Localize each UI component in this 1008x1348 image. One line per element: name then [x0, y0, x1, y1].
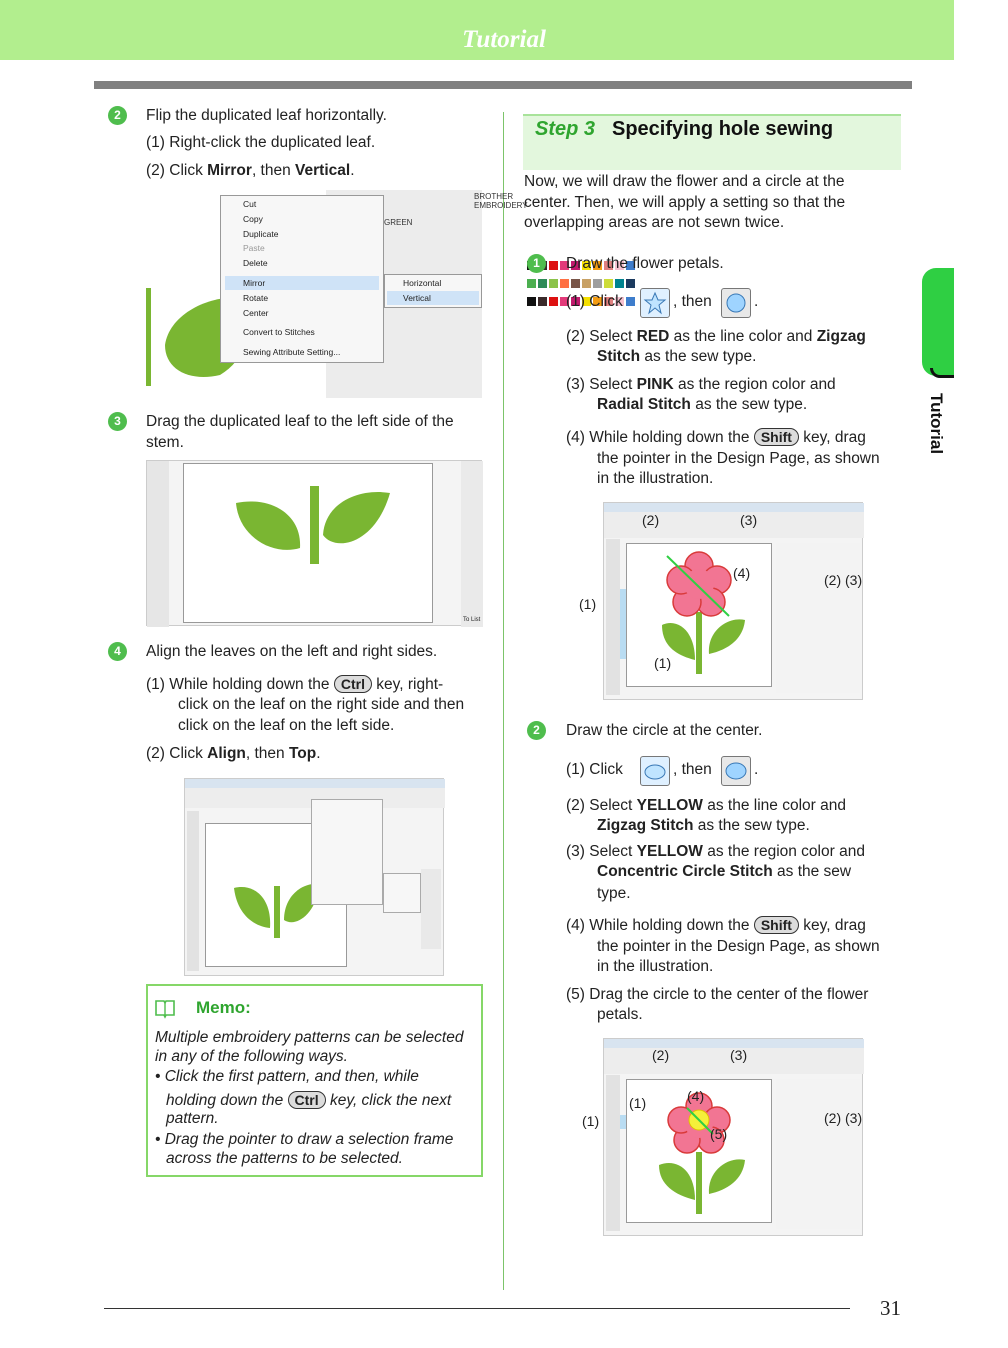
substep: (4) While holding down the Shift key, drag	[566, 917, 866, 934]
align-submenu	[383, 873, 421, 913]
intro-line: center. Then, we will apply a setting so that the	[524, 194, 846, 211]
shape-tool-icon[interactable]	[640, 288, 670, 318]
substep-line: Zigzag Stitch as the sew type.	[597, 817, 810, 834]
color-swatch[interactable]	[615, 279, 624, 288]
callout: (1)	[654, 655, 672, 671]
substep: (4) While holding down the Shift key, drag	[566, 429, 866, 446]
callout: (4)	[687, 1088, 705, 1104]
step-title: Specifying hole sewing	[612, 118, 834, 140]
palette-strip	[461, 461, 483, 627]
menu-item-paste[interactable]: Paste	[243, 243, 265, 253]
design-page	[183, 463, 433, 623]
flower-drawing	[657, 550, 767, 680]
stem	[146, 288, 151, 386]
substep-line: in the illustration.	[597, 470, 714, 487]
substep-then: , then	[673, 293, 712, 310]
substep-line: Radial Stitch as the sew type.	[597, 396, 808, 413]
substep-line: type.	[597, 885, 631, 902]
substep-line: the pointer in the Design Page, as shown	[597, 450, 880, 467]
ctrl-key: Ctrl	[334, 675, 372, 693]
screenshot-mirror-menu	[146, 190, 528, 398]
memo-bullet: • Drag the pointer to draw a selection frame	[155, 1131, 454, 1148]
step-title-box	[523, 114, 901, 170]
intro-line: Now, we will draw the flower and a circle at the	[524, 173, 845, 190]
menu-item-sewing-attr[interactable]: Sewing Attribute Setting...	[243, 347, 341, 357]
substep-line: click on the leaf on the right side and then	[178, 696, 465, 713]
context-menu	[311, 799, 383, 905]
page-title: Tutorial	[462, 26, 546, 53]
to-list-label: To List	[463, 617, 481, 623]
side-tab-corner	[930, 368, 954, 378]
footer-rule	[104, 1308, 850, 1309]
step-text: Drag the duplicated leaf to the left side of the	[146, 413, 454, 430]
memo-bullet-line: pattern.	[166, 1110, 219, 1127]
step-bullet: 2	[108, 106, 127, 125]
submenu-horizontal[interactable]: Horizontal	[403, 278, 442, 288]
color-swatch[interactable]	[527, 297, 536, 306]
screenshot-circle	[603, 1038, 863, 1236]
step-bullet: 2	[527, 721, 546, 740]
ctrl-key: Ctrl	[288, 1091, 326, 1109]
menu-item-convert[interactable]: Convert to Stitches	[243, 327, 315, 337]
side-tab	[922, 268, 954, 376]
step-text: Draw the flower petals.	[566, 255, 724, 272]
color-swatch[interactable]	[604, 279, 613, 288]
callout: (1)	[582, 1113, 600, 1129]
menu-item-copy[interactable]: Copy	[243, 214, 263, 224]
screenshot-align	[184, 778, 444, 976]
bg-label: GREEN	[384, 218, 413, 227]
substep: (1) Click	[566, 761, 623, 778]
intro-line: overlapping areas are not sewn twice.	[524, 214, 785, 231]
callout: (2)	[642, 512, 660, 528]
callout: (2)	[652, 1047, 670, 1063]
substep-line: in the illustration.	[597, 958, 714, 975]
step-text: Draw the circle at the center.	[566, 722, 763, 739]
submenu-vertical[interactable]: Vertical	[403, 293, 431, 303]
step-text: stem.	[146, 434, 184, 451]
color-swatch[interactable]	[549, 279, 558, 288]
substep: (1) Right-click the duplicated leaf.	[146, 134, 376, 151]
step-bullet: 3	[108, 412, 127, 431]
stem	[310, 486, 319, 564]
menu-item-mirror[interactable]: Mirror	[243, 278, 266, 288]
side-tab-label: Tutorial	[927, 393, 946, 455]
substep-line: click on the leaf on the left side.	[178, 717, 395, 734]
memo-title: Memo:	[196, 998, 251, 1017]
memo-bullet: • Click the first pattern, and then, while	[155, 1068, 419, 1085]
step-text: Flip the duplicated leaf horizontally.	[146, 107, 387, 124]
bg-label: BROTHER EMBROIDERY	[474, 192, 528, 210]
substep-end: .	[754, 293, 759, 310]
callout: (2) (3)	[824, 572, 863, 588]
ellipse-tool-icon[interactable]	[640, 756, 670, 786]
substep: (3) Select YELLOW as the region color and	[566, 843, 865, 860]
substep: (2) Select YELLOW as the line color and	[566, 797, 846, 814]
callout: (3)	[730, 1047, 748, 1063]
substep: (3) Select PINK as the region color and	[566, 376, 836, 393]
step-text: Align the leaves on the left and right sides.	[146, 643, 438, 660]
color-swatch[interactable]	[527, 279, 536, 288]
color-swatch[interactable]	[626, 279, 635, 288]
page-number: 31	[880, 1296, 901, 1320]
color-swatch[interactable]	[549, 297, 558, 306]
menu-item-center[interactable]: Center	[243, 308, 269, 318]
menu-item-rotate[interactable]: Rotate	[243, 293, 269, 303]
tool-strip	[147, 461, 169, 627]
menu-item-delete[interactable]: Delete	[243, 258, 268, 268]
circle-shape-icon[interactable]	[721, 756, 751, 786]
substep: (5) Drag the circle to the center of the flower	[566, 986, 869, 1003]
callout: (1)	[579, 596, 597, 612]
left-leaf	[234, 498, 304, 556]
substep-line: Stitch as the sew type.	[597, 348, 757, 365]
substep: (1) While holding down the Ctrl key, right-	[146, 676, 444, 693]
step-number: Step 3	[535, 118, 596, 140]
color-swatch[interactable]	[549, 261, 558, 270]
context-menu	[220, 195, 384, 363]
substep-line: the pointer in the Design Page, as shown	[597, 938, 880, 955]
memo-paragraph: Multiple embroidery patterns can be selected in any of the following ways.	[155, 1029, 464, 1065]
color-swatch[interactable]	[560, 279, 569, 288]
flower-circle-drawing	[657, 1090, 767, 1220]
memo-box	[146, 984, 483, 1177]
color-swatch[interactable]	[593, 279, 602, 288]
shift-key: Shift	[754, 428, 799, 446]
substep: (2) Click Mirror, then Vertical.	[146, 162, 355, 179]
callout: (3)	[740, 512, 758, 528]
screenshot-leaves	[146, 460, 482, 626]
section-rule	[94, 81, 912, 89]
step-bullet: 1	[527, 254, 546, 273]
right-leaf	[320, 490, 392, 554]
callout: (4)	[733, 565, 751, 581]
color-swatch[interactable]	[626, 297, 635, 306]
column-divider	[503, 112, 504, 1290]
callout: (5)	[710, 1126, 728, 1142]
memo-bullet-line: holding down the Ctrl key, click the next	[166, 1092, 452, 1109]
callout: (1)	[629, 1095, 647, 1111]
color-swatch[interactable]	[538, 297, 547, 306]
menu-item-cut[interactable]: Cut	[243, 199, 257, 209]
substep-line: petals.	[597, 1006, 643, 1023]
color-swatch[interactable]	[571, 279, 580, 288]
shift-key: Shift	[754, 916, 799, 934]
color-swatch[interactable]	[538, 279, 547, 288]
substep: (1) Click	[566, 293, 623, 310]
flower-shape-icon[interactable]	[721, 288, 751, 318]
substep-end: .	[754, 761, 759, 778]
substep-line: Concentric Circle Stitch as the sew	[597, 863, 852, 880]
screenshot-flower	[603, 502, 863, 700]
menu-item-duplicate[interactable]: Duplicate	[243, 229, 279, 239]
color-swatch[interactable]	[582, 279, 591, 288]
memo-bullet-line: across the patterns to be selected.	[166, 1150, 403, 1167]
mirror-submenu	[384, 274, 482, 308]
step-bullet: 4	[108, 642, 127, 661]
substep-then: , then	[673, 761, 712, 778]
book-icon	[154, 998, 176, 1018]
substep: (2) Select RED as the line color and Zigzag	[566, 328, 866, 345]
substep: (2) Click Align, then Top.	[146, 745, 321, 762]
callout: (2) (3)	[824, 1110, 863, 1126]
